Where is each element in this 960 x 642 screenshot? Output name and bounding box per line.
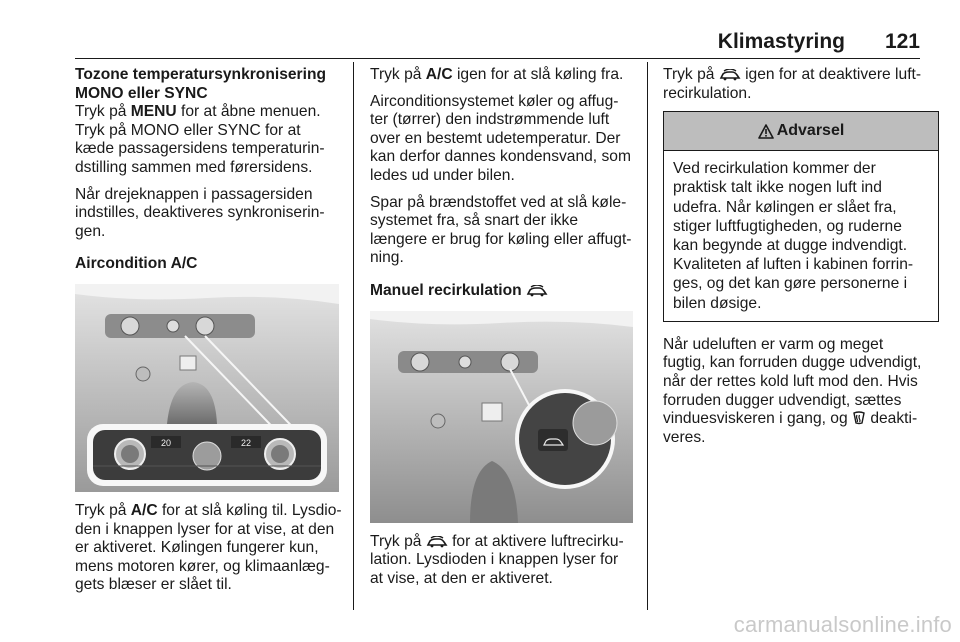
recirculation-illustration <box>370 311 633 523</box>
windscreen-defrost-icon <box>852 411 866 425</box>
recirculation-photo <box>370 311 633 523</box>
paragraph-desync: Når drejeknappen i passagersiden indstilles, deaktiveres synkroniserin- gen. <box>75 185 325 240</box>
page-number: 121 <box>884 30 920 53</box>
paragraph-ac-explain: Airconditionsystemet køler og affug- ter (tørrer) den indstrømmende luft over en bestemt udetemperatur. Der kan derfor dannes kondensvand, som ledes ud under bilen. <box>370 92 631 184</box>
key-ac-2: A/C <box>425 66 453 83</box>
car-recirculation-icon <box>426 536 448 548</box>
paragraph-fuel: Spar på brændstoffet ved at slå køle- systemet fra, så snart der ikke længere er brug for køling eller affugt- ning. <box>370 193 632 267</box>
section-title: Klimastyring <box>717 30 845 53</box>
subheading-ac: Aircondition A/C <box>75 255 198 273</box>
paragraph-fog: Når udeluften er varm og meget fugtig, kan forruden dugge udvendigt, når der rettes kold luft mod den. Hvis forruden dugger udvendigt, sættes vinduesviskeren i gang, og deakti- veres. <box>663 335 922 446</box>
paragraph-menu: Tryk på MENU for at åbne menuen. Tryk på MONO eller SYNC for at kæde passagersidens temperaturin- dstilling sammen med førersidens. <box>75 103 325 176</box>
paragraph-ac-off: Tryk på A/C igen for at slå køling fra. <box>370 66 624 83</box>
warning-title: Advarsel <box>776 121 845 139</box>
climate-panel-photo <box>75 284 339 492</box>
subheading-recirculation: Manuel recirkulation <box>370 282 640 301</box>
warning-header <box>664 112 938 151</box>
header-rule <box>75 58 920 59</box>
photo-temp-left: 20 <box>160 437 172 448</box>
car-recirculation-icon <box>719 69 741 81</box>
warning-body: Ved recirkulation kommer der praktisk talt ikke nogen luft ind udefra. Når kølingen er slået fra, stiger luftfugtigheden, og ruderne kan begynde at dugge indvendigt. Kvaliteten af luften i kabinen forrin- ges, og det kan gøre personerne i bilen døsige. <box>673 160 914 312</box>
key-ac: A/C <box>130 501 158 519</box>
watermark: carmanualsonline.info <box>733 612 952 637</box>
heading-sync: Tozone temperatursynkronisering MONO eller SYNC <box>75 66 326 102</box>
column-2 <box>370 66 640 596</box>
column-divider-2 <box>647 62 648 610</box>
column-divider-1 <box>353 62 354 610</box>
caption-recirculation: Tryk på for at aktivere luftrecirku- lation. Lysdioden i knappen lyser for at vise, at den er aktiveret. <box>370 532 624 587</box>
column-3 <box>663 66 943 455</box>
warning-box <box>663 111 939 322</box>
page-header <box>0 30 960 56</box>
caption-ac: Tryk på A/C for at slå køling til. Lysdio- den i knappen lyser for at vise, at den er aktiveret. Kølingen fungerer kun, mens motoren kører, og klimaanlæg- gets blæser er slået til. <box>75 501 342 594</box>
climate-panel-illustration <box>75 284 339 492</box>
car-recirculation-icon <box>526 285 548 297</box>
paragraph-recirc-off: Tryk på igen for at deaktivere luft- recirkulation. <box>663 66 922 102</box>
column-1 <box>75 66 347 603</box>
photo-temp-right: 22 <box>240 437 252 448</box>
key-menu: MENU <box>130 103 177 121</box>
warning-triangle-icon <box>758 124 774 139</box>
